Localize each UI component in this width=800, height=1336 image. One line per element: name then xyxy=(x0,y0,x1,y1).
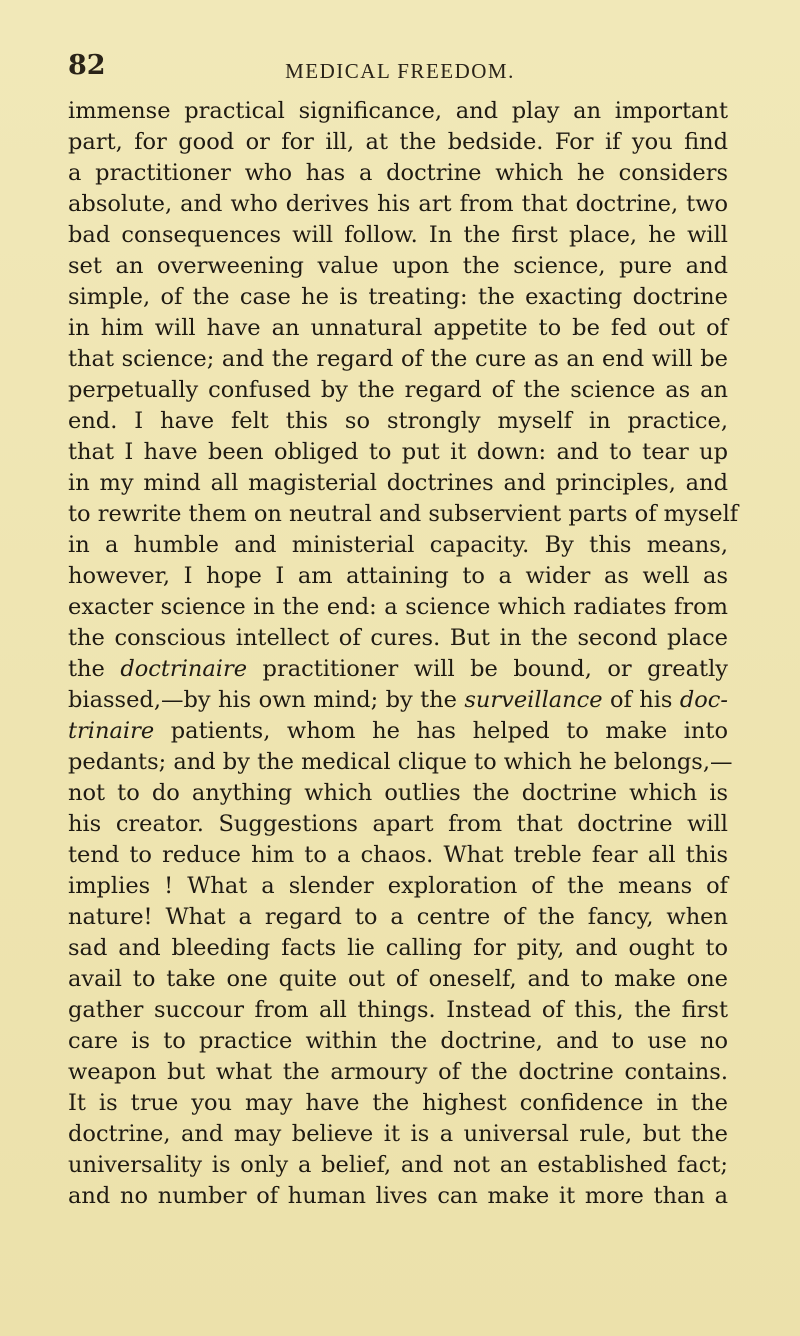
text-segment: the xyxy=(68,656,121,682)
text-line xyxy=(68,654,728,685)
text-segment: bad consequences will follow. In the first place, he will xyxy=(68,222,728,248)
text-line xyxy=(68,840,728,871)
text-segment: not to do anything which outlies the doctrine which is xyxy=(68,780,728,806)
text-segment: in him will have an unnatural appetite to be fed out of xyxy=(68,315,728,341)
text-line xyxy=(68,499,739,530)
text-segment: weapon but what the armoury of the doctrine contains. xyxy=(68,1059,728,1085)
text-line xyxy=(68,933,728,964)
text-segment: set an overweening value upon the science, pure and xyxy=(68,253,728,279)
body-paragraph xyxy=(68,96,739,1212)
text-line xyxy=(68,530,728,561)
text-line xyxy=(68,964,728,995)
text-line xyxy=(68,1150,728,1181)
text-segment: in a humble and ministerial capacity. By this means, xyxy=(68,532,728,558)
page-header xyxy=(0,50,800,90)
text-line xyxy=(68,995,728,1026)
text-line xyxy=(68,902,728,933)
text-segment: doctrine, and may believe it is a universal rule, but the xyxy=(68,1121,728,1147)
text-line xyxy=(68,871,728,902)
text-segment: nature! What a regard to a centre of the fancy, when xyxy=(68,904,728,930)
text-segment: to rewrite them on neutral and subservient parts of myself xyxy=(68,501,739,527)
text-segment: tend to reduce him to a chaos. What treble fear all this xyxy=(68,842,728,868)
text-line xyxy=(68,747,733,778)
text-segment: universality is only a belief, and not an established fact; xyxy=(68,1152,728,1178)
italic-text: doctrinaire xyxy=(120,656,248,682)
text-line xyxy=(68,344,728,375)
text-line xyxy=(68,1181,728,1212)
text-line xyxy=(68,406,728,437)
text-segment: practitioner will be bound, or greatly xyxy=(247,656,728,682)
text-line xyxy=(68,623,728,654)
text-line xyxy=(68,251,728,282)
text-segment: immense practical significance, and play an important xyxy=(68,98,728,124)
text-line xyxy=(68,778,728,809)
text-line xyxy=(68,220,728,251)
text-line xyxy=(68,468,728,499)
text-segment: sad and bleeding facts lie calling for pity, and ought to xyxy=(68,935,728,961)
text-line xyxy=(68,127,728,158)
text-line xyxy=(68,96,728,127)
text-line xyxy=(68,1119,728,1150)
text-line xyxy=(68,282,728,313)
text-segment: of his xyxy=(602,687,680,713)
text-segment: that I have been obliged to put it down: and to tear up xyxy=(68,439,728,465)
text-segment: pedants; and by the medical clique to which he belongs,— xyxy=(68,749,733,775)
text-line xyxy=(68,685,728,716)
text-segment: however, I hope I am attaining to a wider as well as xyxy=(68,563,728,589)
text-line xyxy=(68,437,728,468)
page-number: 82 xyxy=(68,50,106,81)
text-line xyxy=(68,1026,728,1057)
text-segment: in my mind all magisterial doctrines and principles, and xyxy=(68,470,728,496)
text-segment: part, for good or for ill, at the bedside. For if you find xyxy=(68,129,728,155)
running-title: MEDICAL FREEDOM. xyxy=(285,59,515,83)
text-segment: that science; and the regard of the cure as an end will be xyxy=(68,346,728,372)
text-line xyxy=(68,189,728,220)
text-segment: a practitioner who has a doctrine which he considers xyxy=(68,160,728,186)
text-segment: the conscious intellect of cures. But in the second place xyxy=(68,625,728,651)
italic-text: surveillance xyxy=(464,687,603,713)
text-line xyxy=(68,716,728,747)
italic-text: trinaire xyxy=(68,718,155,744)
text-segment: It is true you may have the highest confidence in the xyxy=(68,1090,728,1116)
text-line xyxy=(68,158,728,189)
text-segment: end. I have felt this so strongly myself in practice, xyxy=(68,408,728,434)
text-line xyxy=(68,809,728,840)
text-segment: gather succour from all things. Instead of this, the first xyxy=(68,997,728,1023)
text-segment: and no number of human lives can make it more than a xyxy=(68,1183,728,1209)
italic-text: doc- xyxy=(679,687,728,713)
text-segment: care is to practice within the doctrine, and to use no xyxy=(68,1028,728,1054)
text-segment: patients, whom he has helped to make into xyxy=(154,718,728,744)
text-line xyxy=(68,1057,728,1088)
text-segment: biassed,—by his own mind; by the xyxy=(68,687,465,713)
text-segment: perpetually confused by the regard of the science as an xyxy=(68,377,728,403)
text-segment: simple, of the case he is treating: the exacting doctrine xyxy=(68,284,728,310)
text-segment: implies ! What a slender exploration of the means of xyxy=(68,873,728,899)
text-line xyxy=(68,561,728,592)
text-line xyxy=(68,313,728,344)
text-segment: absolute, and who derives his art from that doctrine, two xyxy=(68,191,728,217)
text-segment: avail to take one quite out of oneself, and to make one xyxy=(68,966,728,992)
text-line xyxy=(68,592,728,623)
text-segment: his creator. Suggestions apart from that doctrine will xyxy=(68,811,728,837)
text-segment: exacter science in the end: a science which radiates from xyxy=(68,594,728,620)
text-line xyxy=(68,1088,728,1119)
text-line xyxy=(68,375,728,406)
